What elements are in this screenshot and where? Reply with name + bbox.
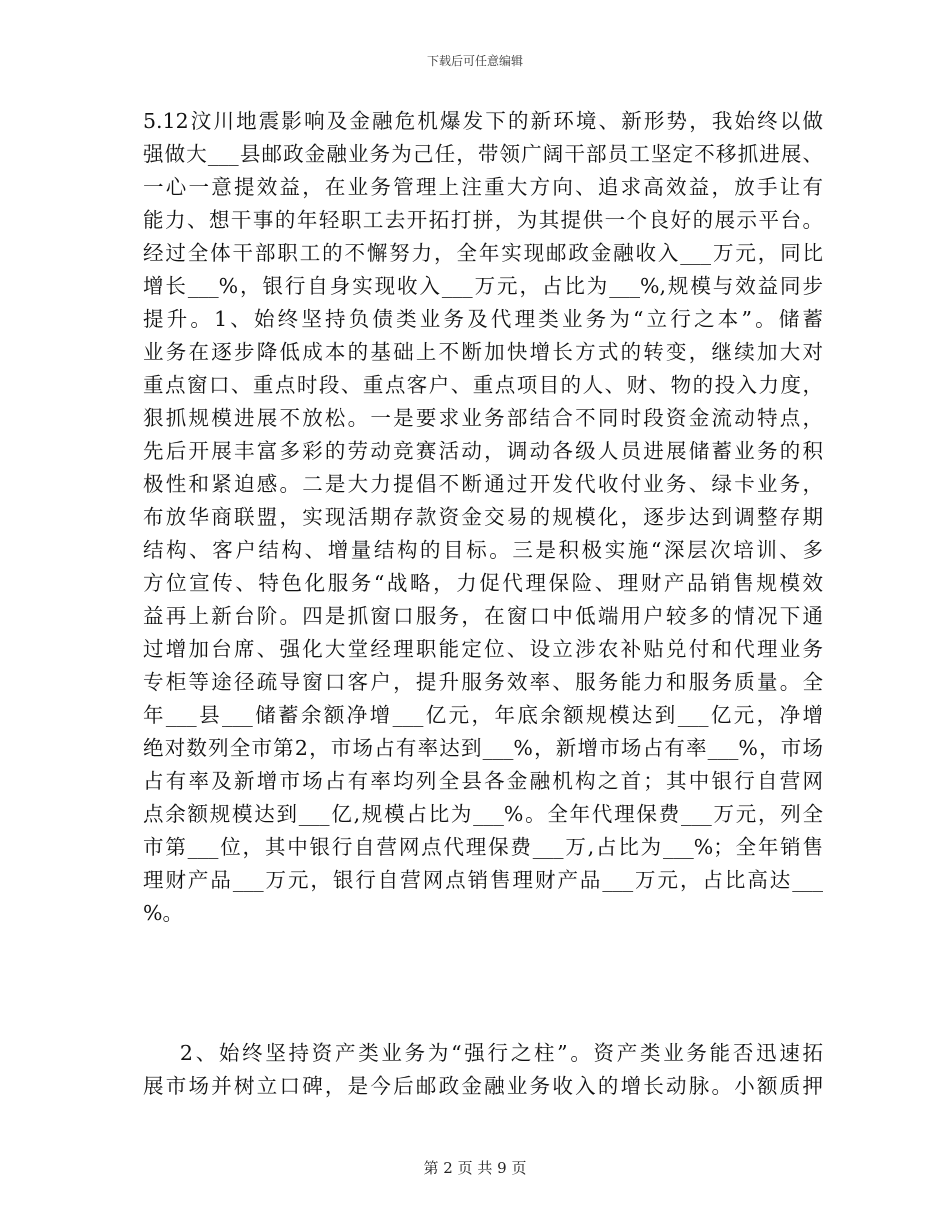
text-line: 增长___%，银行自身实现收入___万元，占比为___%,规模与效益同步 <box>143 274 823 298</box>
text-line: 方位宣传、特色化服务“战略，力促代理保险、理财产品销售规模效 <box>143 571 823 595</box>
text-line: 提升。1、始终坚持负债类业务及代理类业务为“立行之本”。储蓄 <box>143 307 823 331</box>
text-line: 狠抓规模进展不放松。一是要求业务部结合不同时段资金流动特点， <box>143 406 823 430</box>
text-line: 经过全体干部职工的不懈努力，全年实现邮政金融收入___万元，同比 <box>143 241 823 265</box>
text-line: 先后开展丰富多彩的劳动竞赛活动，调动各级人员进展储蓄业务的积 <box>143 439 823 463</box>
text-line: 能力、想干事的年轻职工去开拓打拼，为其提供一个良好的展示平台。 <box>143 208 823 232</box>
text-line: 5.12汶川地震影响及金融危机爆发下的新环境、新形势，我始终以做 <box>143 109 823 133</box>
page-header: 下载后可任意编辑 <box>426 54 523 68</box>
text-line: 专柜等途径疏导窗口客户，提升服务效率、服务能力和服务质量。全 <box>143 670 823 694</box>
text-line: 理财产品___万元，银行自营网点销售理财产品___万元，占比高达___ <box>143 868 823 892</box>
text-line: %。 <box>143 901 183 925</box>
text-line: 展市场并树立口碑，是今后邮政金融业务收入的增长动脉。小额质押 <box>143 1074 823 1098</box>
body-paragraph-2 <box>143 1037 823 1103</box>
text-line: 结构、客户结构、增量结构的目标。三是积极实施“深层次培训、多 <box>143 538 823 562</box>
text-line: 绝对数列全市第2，市场占有率达到___%，新增市场占有率___%，市场 <box>143 736 823 760</box>
text-line: 强做大___县邮政金融业务为己任，带领广阔干部员工坚定不移抓进展、 <box>143 142 823 166</box>
text-line: 重点窗口、重点时段、重点客户、重点项目的人、财、物的投入力度， <box>143 373 823 397</box>
text-line: 点余额规模达到___亿,规模占比为___%。全年代理保费___万元，列全 <box>143 802 823 826</box>
text-line: 过增加台席、强化大堂经理职能定位、设立涉农补贴兑付和代理业务 <box>143 637 823 661</box>
text-line: 年___县___储蓄余额净增___亿元，年底余额规模达到___亿元，净增 <box>143 703 823 727</box>
text-line: 占有率及新增市场占有率均列全县各金融机构之首；其中银行自营网 <box>143 769 823 793</box>
text-line: 业务在逐步降低成本的基础上不断加快增长方式的转变，继续加大对 <box>143 340 823 364</box>
text-line: 极性和紧迫感。二是大力提倡不断通过开发代收付业务、绿卡业务， <box>143 472 823 496</box>
page-number-footer: 第 2 页 共 9 页 <box>423 1159 527 1177</box>
body-paragraph-1 <box>143 105 823 930</box>
text-line: 2、始终坚持资产类业务为“强行之柱”。资产类业务能否迅速拓 <box>143 1041 823 1065</box>
text-line: 布放华商联盟，实现活期存款资金交易的规模化，逐步达到调整存期 <box>143 505 823 529</box>
text-line: 市第___位，其中银行自营网点代理保费___万,占比为___%；全年销售 <box>143 835 823 859</box>
text-line: 一心一意提效益，在业务管理上注重大方向、追求高效益，放手让有 <box>143 175 823 199</box>
text-line: 益再上新台阶。四是抓窗口服务，在窗口中低端用户较多的情况下通 <box>143 604 823 628</box>
